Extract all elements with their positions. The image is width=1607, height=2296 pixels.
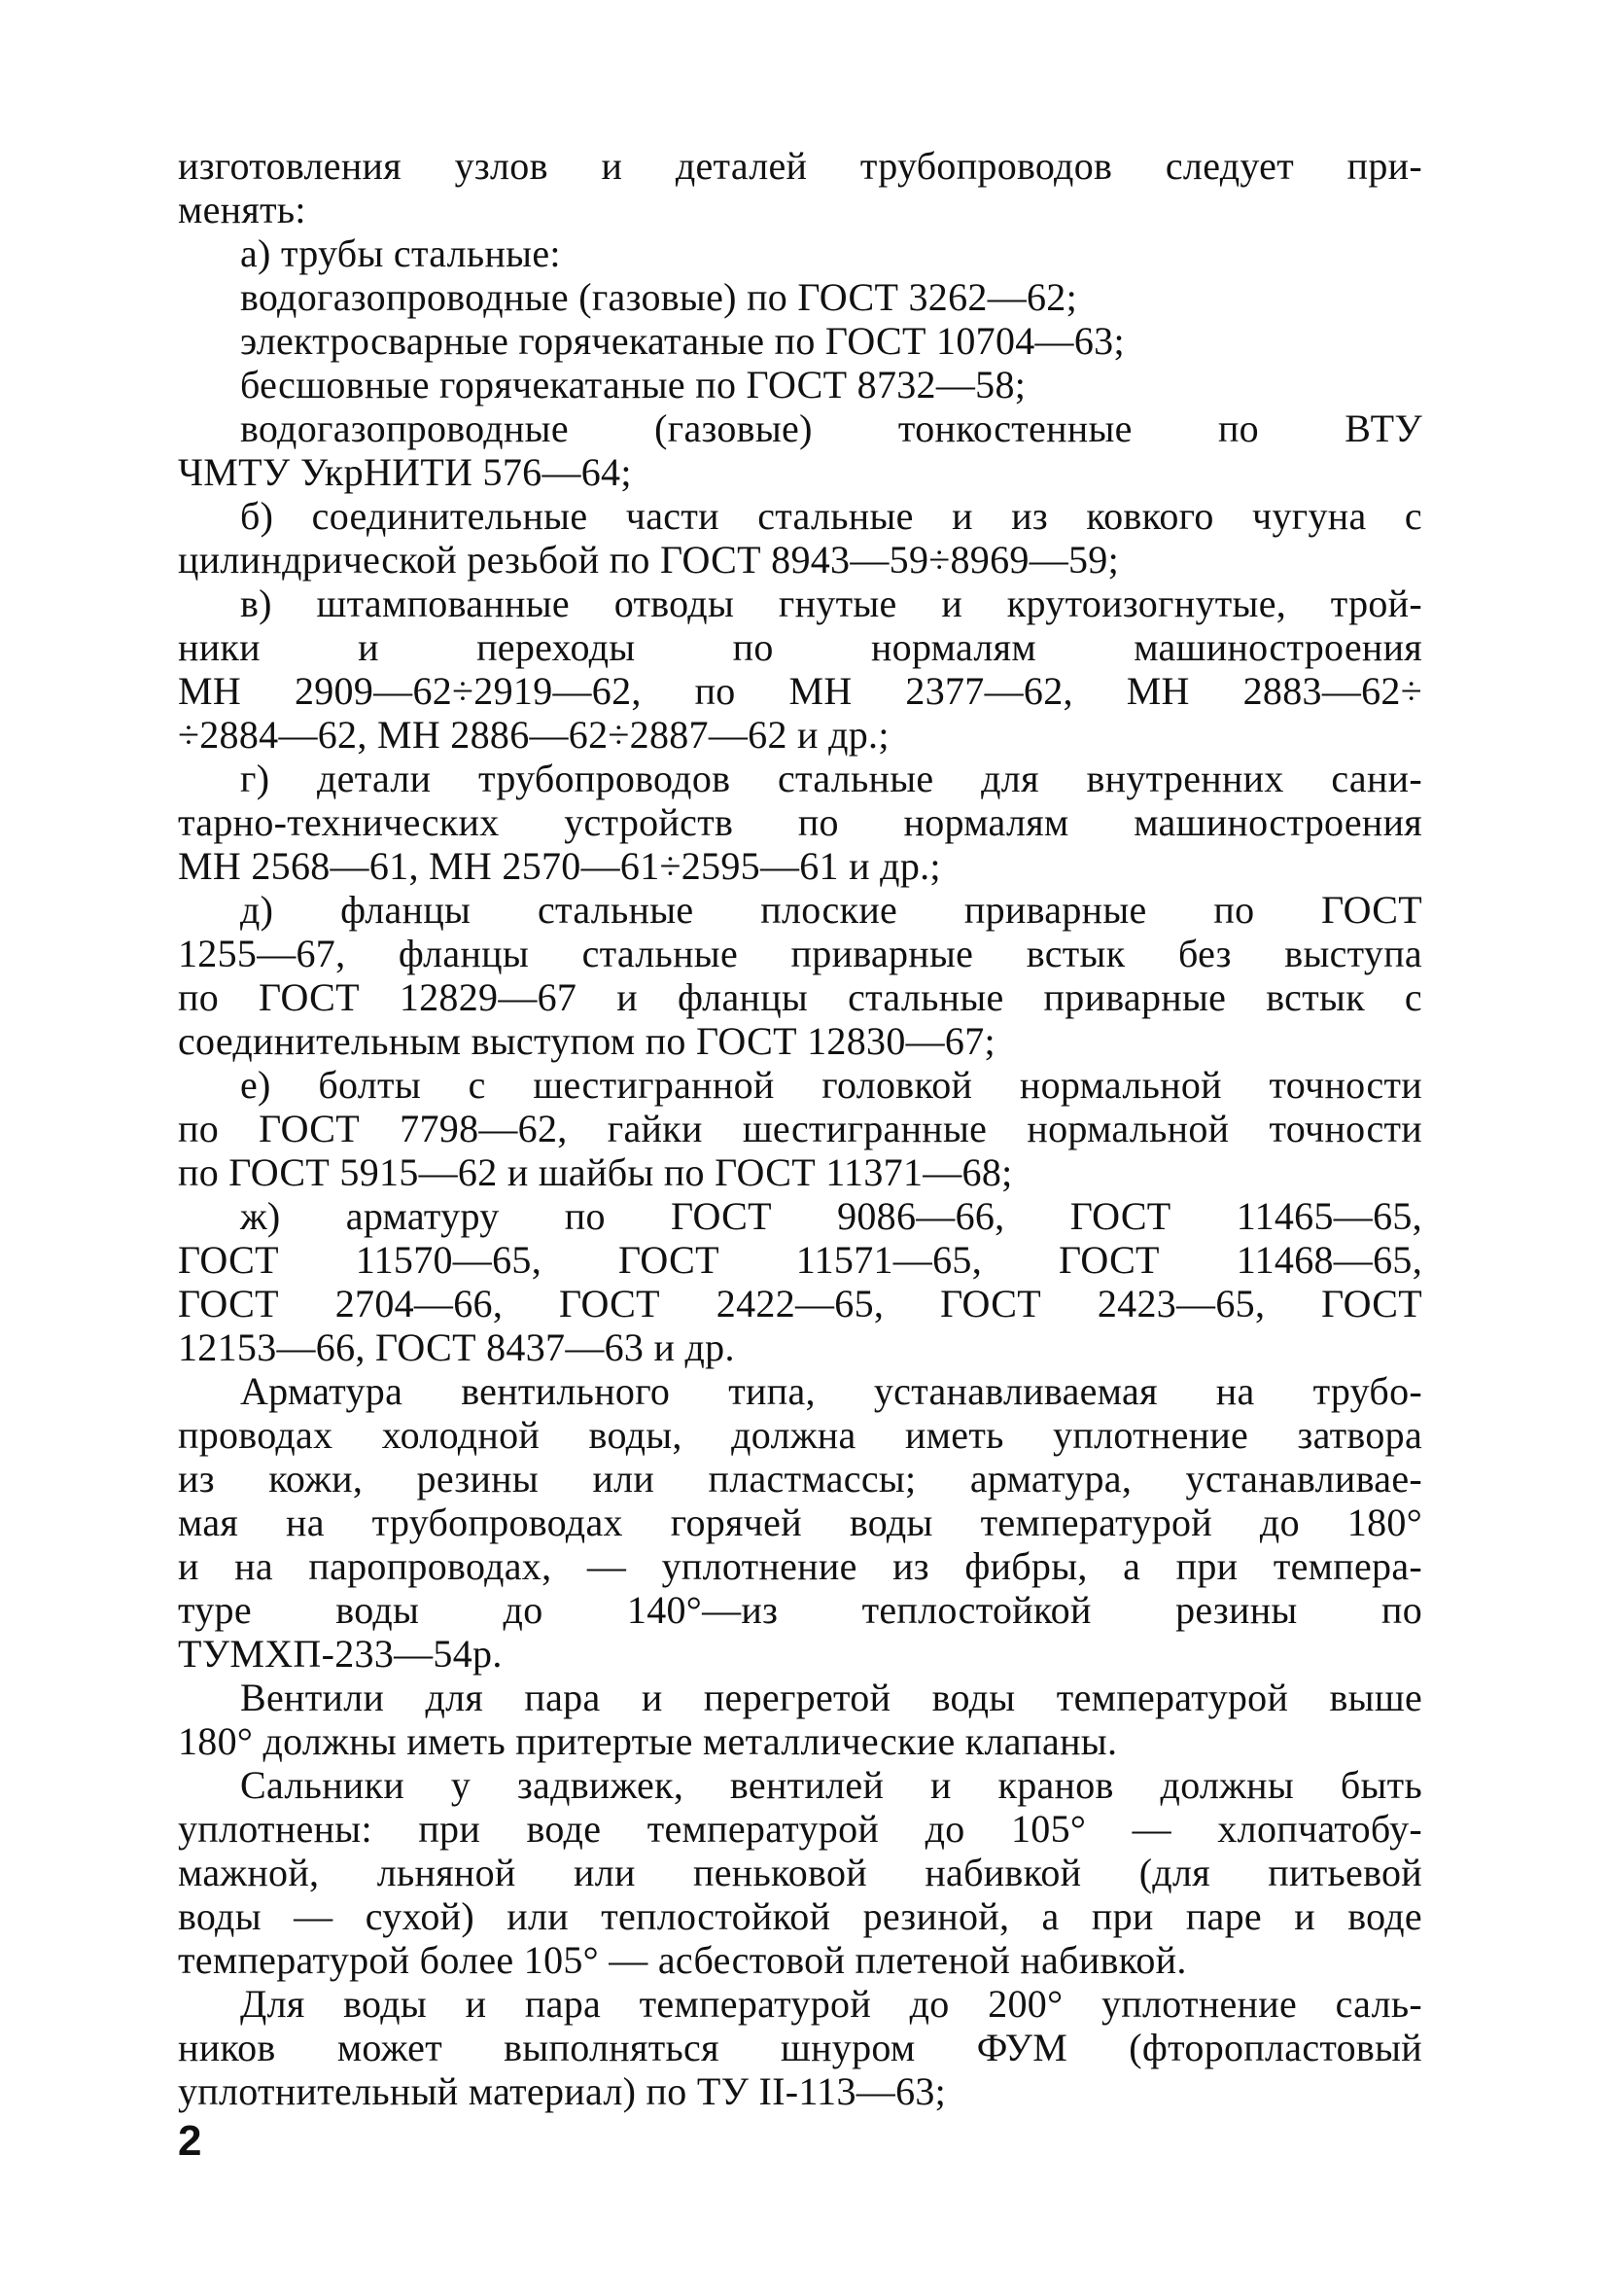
text-line: уплотнительный материал) по ТУ II-113—63; [178,2069,947,2113]
text-line: по ГОСТ 5915—62 и шайбы по ГОСТ 11371—68; [178,1150,1013,1194]
text-line: изготовления узлов и деталей трубопроводов следует при- [178,144,1422,188]
text-line: цилиндрической резьбой по ГОСТ 8943—59÷8969—59; [178,538,1120,582]
text-line: Для воды и пара температурой до 200° уплотнение саль- [240,1982,1422,2026]
text-line: ГОСТ 11570—65, ГОСТ 11571—65, ГОСТ 11468—65, [178,1238,1422,1282]
document-body [178,144,1422,2113]
text-line: б) соединительные части стальные и из ковкого чугуна с [240,494,1422,538]
text-line: и на паропроводах, — уплотнение из фибры, а при темпера- [178,1544,1422,1588]
text-line: мая на трубопроводах горячей воды температурой до 180° [178,1501,1422,1544]
text-line: в) штампованные отводы гнутые и крутоизогнутые, трой- [240,582,1422,625]
text-line: электросварные горячекатаные по ГОСТ 10704—63; [240,319,1125,363]
text-line: соединительным выступом по ГОСТ 12830—67; [178,1019,996,1063]
text-line: МН 2568—61, МН 2570—61÷2595—61 и др.; [178,844,941,888]
text-line: ГОСТ 2704—66, ГОСТ 2422—65, ГОСТ 2423—65, ГОСТ [178,1282,1422,1325]
text-line: д) фланцы стальные плоские приварные по ГОСТ [240,888,1422,932]
text-line: ЧМТУ УкрНИТИ 576—64; [178,450,632,494]
text-line: туре воды до 140°—из теплостойкой резины по [178,1588,1422,1632]
text-line: а) трубы стальные: [240,231,561,275]
text-line: МН 2909—62÷2919—62, по МН 2377—62, МН 2883—62÷ [178,669,1422,713]
text-line: мажной, льняной или пеньковой набивкой (для питьевой [178,1851,1422,1894]
text-line: 1255—67, фланцы стальные приварные встык без выступа [178,932,1422,975]
text-line: е) болты с шестигранной головкой нормальной точности [240,1063,1422,1107]
page-number: 2 [178,2117,202,2165]
text-line: уплотнены: при воде температурой до 105° — хлопчатобу- [178,1807,1422,1851]
text-line: г) детали трубопроводов стальные для внутренних сани- [240,757,1422,800]
text-line: воды — сухой) или теплостойкой резиной, а при паре и воде [178,1894,1422,1938]
text-line: ники и переходы по нормалям машиностроения [178,625,1422,669]
text-line: по ГОСТ 7798—62, гайки шестигранные нормальной точности [178,1107,1422,1150]
text-line: проводах холодной воды, должна иметь уплотнение затвора [178,1413,1422,1457]
text-line: 180° должны иметь притертые металлические клапаны. [178,1719,1118,1763]
text-line: тарно-технических устройств по нормалям машиностроения [178,800,1422,844]
text-line: менять: [178,188,306,231]
text-line: ников может выполняться шнуром ФУМ (фторопластовый [178,2026,1422,2069]
text-line: 12153—66, ГОСТ 8437—63 и др. [178,1325,735,1369]
text-line: ÷2884—62, МН 2886—62÷2887—62 и др.; [178,713,890,757]
text-line: водогазопроводные (газовые) по ГОСТ 3262—62; [240,275,1078,319]
text-line: по ГОСТ 12829—67 и фланцы стальные приварные встык с [178,975,1422,1019]
text-line: ж) арматуру по ГОСТ 9086—66, ГОСТ 11465—65, [240,1194,1422,1238]
text-line: Вентили для пара и перегретой воды температурой выше [240,1676,1422,1719]
text-line: из кожи, резины или пластмассы; арматура, устанавливае- [178,1457,1422,1501]
text-line: температурой более 105° — асбестовой плетеной набивкой. [178,1938,1187,1982]
text-line: бесшовные горячекатаные по ГОСТ 8732—58; [240,363,1027,406]
text-line: Сальники у задвижек, вентилей и кранов должны быть [240,1763,1422,1807]
text-line: ТУМХП-233—54р. [178,1632,503,1676]
text-line: водогазопроводные (газовые) тонкостенные по ВТУ [240,406,1422,450]
text-line: Арматура вентильного типа, устанавливаемая на трубо- [240,1369,1422,1413]
